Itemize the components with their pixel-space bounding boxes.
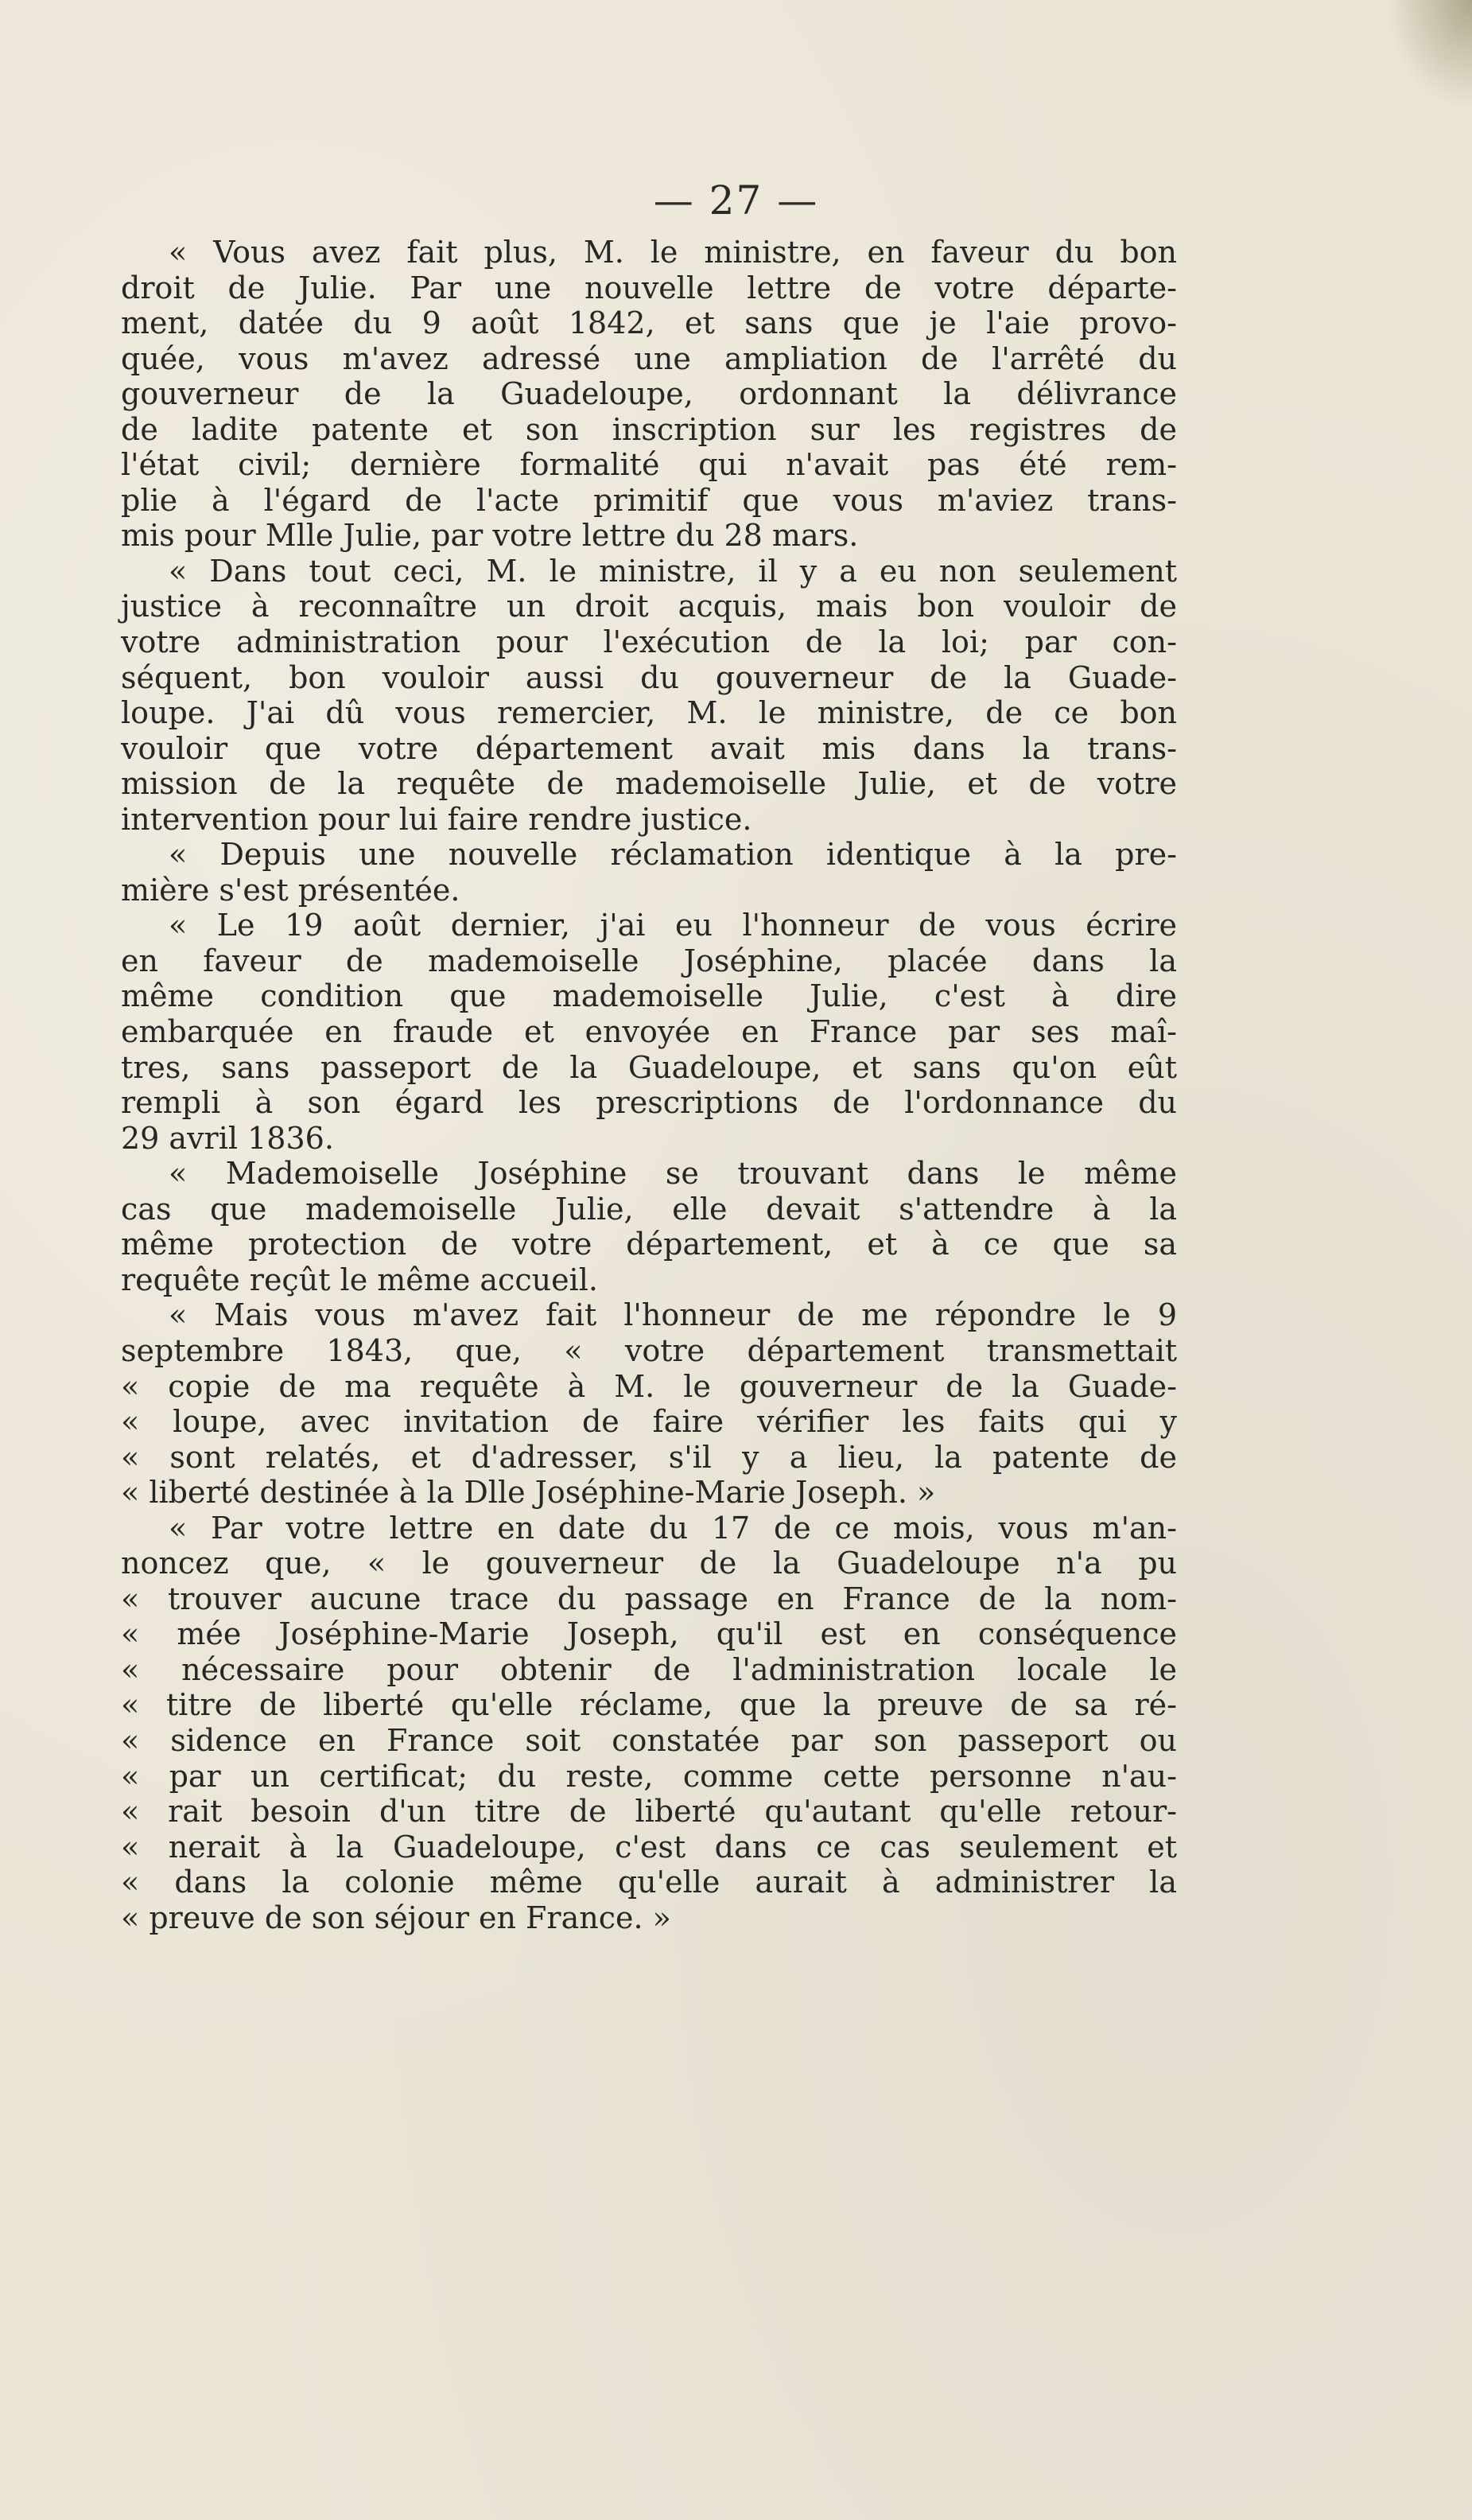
text-line: mission de la requête de mademoiselle Julie, et de votre [121, 766, 1177, 802]
text-line: « Vous avez fait plus, M. le ministre, en faveur du bon [169, 235, 1177, 270]
text-line: ment, datée du 9 août 1842, et sans que je l'aie provo- [121, 305, 1177, 341]
text-line: embarquée en fraude et envoyée en France par ses maî- [121, 1014, 1177, 1050]
text-line: séquent, bon vouloir aussi du gouverneur de la Guade- [121, 659, 1177, 695]
text-line: « Mademoiselle Joséphine se trouvant dans le même [169, 1156, 1177, 1192]
page-number: — 27 — [653, 177, 819, 224]
text-line: intervention pour lui faire rendre justice. [121, 801, 752, 837]
text-line: plie à l'égard de l'acte primitif que vous m'aviez trans- [121, 482, 1177, 518]
text-line: « mée Joséphine-Marie Joseph, qu'il est en conséquence [121, 1616, 1177, 1652]
text-line: « nécessaire pour obtenir de l'administration locale le [121, 1651, 1177, 1687]
text-line: « Depuis une nouvelle réclamation identique à la pre- [169, 837, 1177, 873]
page-corner-shadow [1385, 0, 1472, 111]
text-line: « sidence en France soit constatée par son passeport ou [121, 1722, 1177, 1758]
text-line: même protection de votre département, et à ce que sa [121, 1227, 1177, 1262]
text-line: même condition que mademoiselle Julie, c'est à dire [121, 978, 1177, 1014]
text-line: rempli à son égard les prescriptions de l'ordonnance du [121, 1085, 1177, 1121]
text-line: « Par votre lettre en date du 17 de ce mois, vous m'an- [169, 1510, 1177, 1546]
text-line: noncez que, « le gouverneur de la Guadeloupe n'a pu [121, 1546, 1177, 1581]
text-line: « Dans tout ceci, M. le ministre, il y a eu non seulement [169, 553, 1177, 589]
text-line: « Mais vous m'avez fait l'honneur de me répondre le 9 [169, 1297, 1177, 1333]
text-line: « trouver aucune trace du passage en France de la nom- [121, 1581, 1177, 1616]
text-line: en faveur de mademoiselle Joséphine, placée dans la [121, 943, 1177, 978]
text-line: « preuve de son séjour en France. » [121, 1900, 671, 1935]
text-line: justice à reconnaître un droit acquis, mais bon vouloir de [121, 589, 1177, 624]
text-line: cas que mademoiselle Julie, elle devait s'attendre à la [121, 1191, 1177, 1227]
text-line: « titre de liberté qu'elle réclame, que la preuve de sa ré- [121, 1687, 1177, 1723]
text-line: « dans la colonie même qu'elle aurait à administrer la [121, 1865, 1177, 1900]
text-line: l'état civil; dernière formalité qui n'avait pas été rem- [121, 447, 1177, 483]
text-line: « Le 19 août dernier, j'ai eu l'honneur de vous écrire [169, 908, 1177, 943]
text-line: « sont relatés, et d'adresser, s'il y a lieu, la patente de [121, 1439, 1177, 1475]
text-line: « liberté destinée à la Dlle Joséphine-Marie Joseph. » [121, 1475, 936, 1511]
text-line: loupe. J'ai dû vous remercier, M. le ministre, de ce bon [121, 695, 1177, 731]
text-line: mière s'est présentée. [121, 872, 460, 908]
text-line: « par un certificat; du reste, comme cette personne n'au- [121, 1758, 1177, 1794]
text-line: « copie de ma requête à M. le gouverneur de la Guade- [121, 1368, 1177, 1404]
text-line: vouloir que votre département avait mis dans la trans- [121, 730, 1177, 766]
text-line: votre administration pour l'exécution de la loi; par con- [121, 624, 1177, 660]
text-line: septembre 1843, que, « votre département transmettait [121, 1332, 1177, 1368]
body-text [121, 235, 1177, 1935]
text-line: quée, vous m'avez adressé une ampliation de l'arrêté du [121, 340, 1177, 376]
text-line: mis pour Mlle Julie, par votre lettre du 28 mars. [121, 518, 859, 554]
text-line: droit de Julie. Par une nouvelle lettre de votre départe- [121, 270, 1177, 305]
text-line: gouverneur de la Guadeloupe, ordonnant la délivrance [121, 376, 1177, 412]
text-line: de ladite patente et son inscription sur les registres de [121, 411, 1177, 447]
text-line: « nerait à la Guadeloupe, c'est dans ce cas seulement et [121, 1829, 1177, 1865]
text-line: 29 avril 1836. [121, 1120, 334, 1156]
text-line: requête reçût le même accueil. [121, 1262, 598, 1297]
text-line: « loupe, avec invitation de faire vérifier les faits qui y [121, 1404, 1177, 1440]
text-line: « rait besoin d'un titre de liberté qu'autant qu'elle retour- [121, 1794, 1177, 1830]
text-line: tres, sans passeport de la Guadeloupe, et sans qu'on eût [121, 1049, 1177, 1085]
